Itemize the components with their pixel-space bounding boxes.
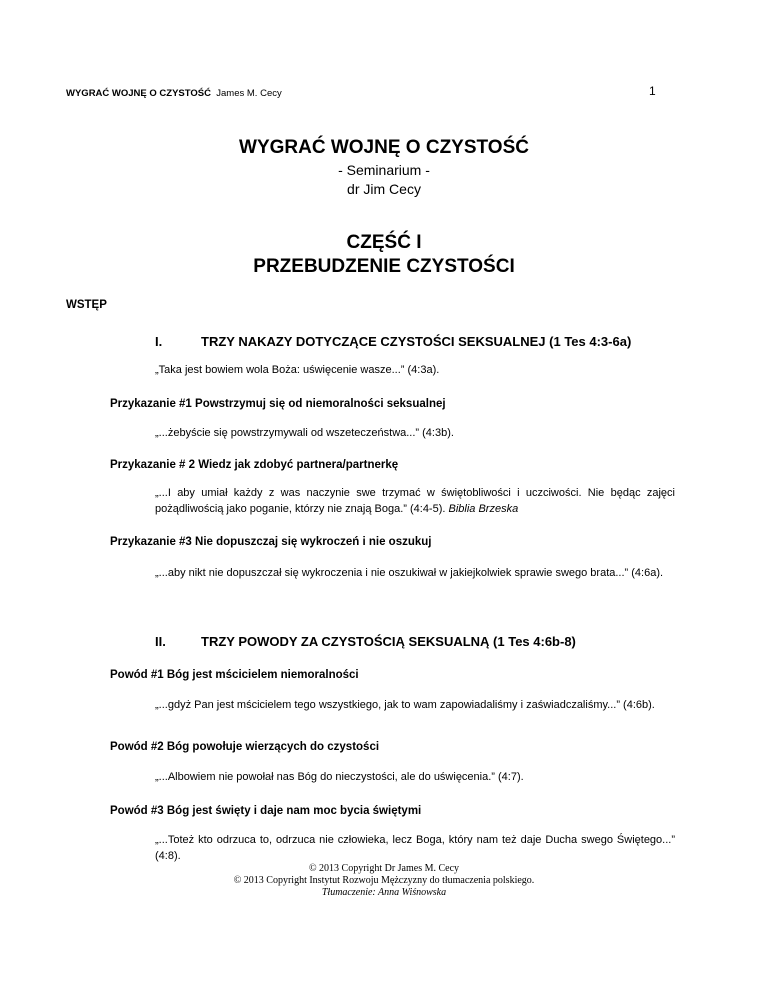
reason-2-label: Powód #2 Bóg powołuje wierzących do czystości: [110, 741, 380, 753]
footer-copyright-author: © 2013 Copyright Dr James M. Cecy: [308, 863, 460, 874]
reason-3-quote: „...Toteż kto odrzuca to, odrzuca nie człowieka, lecz Boga, który nam też daje Ducha swego Świętego...” (4:8).: [155, 834, 675, 862]
part-name: PRZEBUDZENIE CZYSTOŚCI: [253, 256, 515, 277]
commandment-2-label: Przykazanie # 2 Wiedz jak zdobyć partnera/partnerkę: [110, 459, 399, 471]
intro-heading: WSTĘP: [66, 299, 107, 311]
part-label: CZĘŚĆ I: [346, 232, 422, 253]
commandment-1-quote: „...żebyście się powstrzymywali od wszeteczeństwa...” (4:3b).: [155, 427, 454, 439]
document-title: WYGRAĆ WOJNĘ O CZYSTOŚĆ: [239, 137, 529, 158]
footer: [0, 863, 768, 899]
header-title: [66, 88, 282, 99]
section-1-number: I.: [155, 334, 163, 349]
commandment-2-quote-source: Biblia Brzeska: [448, 503, 519, 515]
footer-copyright-translation: © 2013 Copyright Instytut Rozwoju Mężczyzny do tłumaczenia polskiego.: [233, 875, 535, 886]
section-1-lead-quote: „Taka jest bowiem wola Boża: uświęcenie wasze...” (4:3a).: [155, 364, 440, 376]
commandment-1-label: Przykazanie #1 Powstrzymuj się od niemoralności seksualnej: [110, 398, 446, 410]
footer-translator: Tłumaczenie: Anna Wiśnowska: [321, 887, 447, 898]
commandment-2-quote: [155, 485, 675, 517]
document-subtitle: - Seminarium -: [338, 162, 430, 178]
section-1-title: TRZY NAKAZY DOTYCZĄCE CZYSTOŚCI SEKSUALNEJ (1 Tes 4:3-6a): [201, 334, 632, 349]
section-2-title: TRZY POWODY ZA CZYSTOŚCIĄ SEKSUALNĄ (1 Tes 4:6b-8): [201, 634, 576, 649]
commandment-3-quote: „...aby nikt nie dopuszczał się wykroczenia i nie oszukiwał w jakiejkolwiek sprawie swego brata...” (4:6a).: [155, 567, 664, 579]
reason-3-label: Powód #3 Bóg jest święty i daje nam moc bycia świętymi: [110, 805, 422, 817]
reason-1-quote: „...gdyż Pan jest mścicielem tego wszystkiego, jak to wam zapowiadaliśmy i zaświadczaliśmy...” (4:6b).: [155, 699, 655, 711]
header-title-bold: WYGRAĆ WOJNĘ O CZYSTOŚĆ: [66, 88, 211, 99]
reason-2-quote: „...Albowiem nie powołał nas Bóg do nieczystości, ale do uświęcenia.” (4:7).: [155, 771, 524, 783]
header-author: James M. Cecy: [216, 88, 282, 99]
section-2-number: II.: [155, 634, 166, 649]
page-number: 1: [649, 84, 656, 98]
reason-1-label: Powód #1 Bóg jest mścicielem niemoralności: [110, 669, 359, 681]
commandment-3-label: Przykazanie #3 Nie dopuszczaj się wykroczeń i nie oszukuj: [110, 536, 432, 548]
document-author: dr Jim Cecy: [347, 181, 421, 197]
commandment-2-quote-text: „...I aby umiał każdy z was naczynie swe trzymać w świętobliwości i uczciwości. Nie będąc zajęci pożądliwością jako poganie, którzy nie znają Boga.” (4:4-5).: [155, 487, 675, 515]
